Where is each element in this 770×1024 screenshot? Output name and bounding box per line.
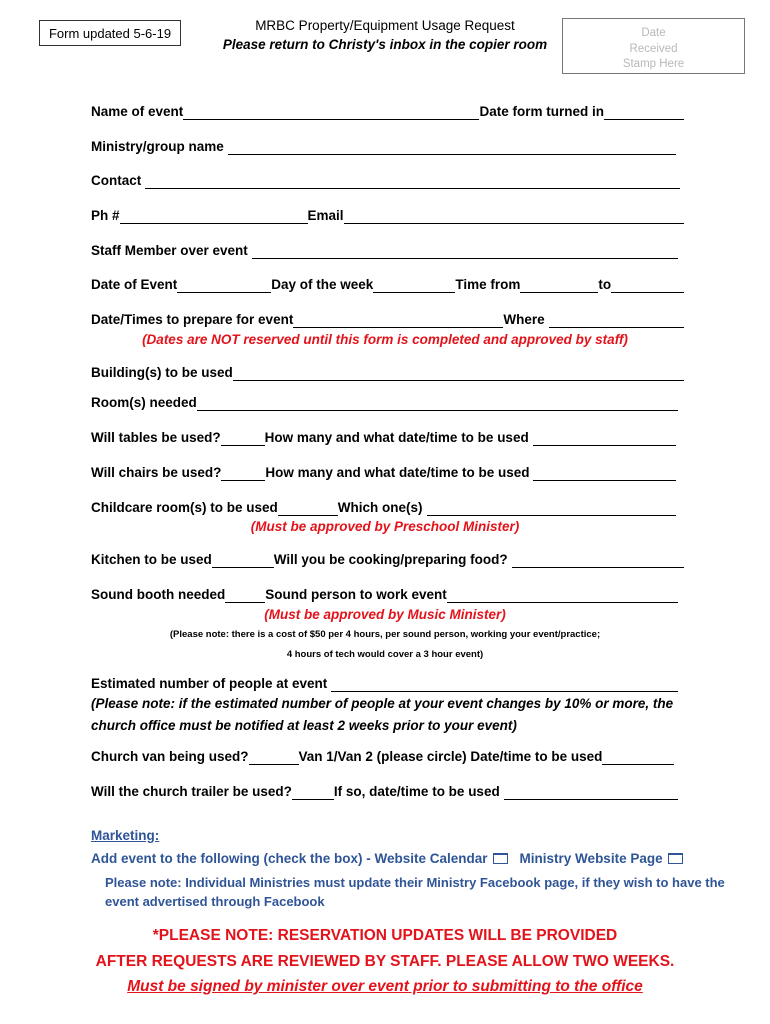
time-to-field[interactable] [611, 278, 684, 293]
cooking-label: Will you be cooking/preparing food? [273, 552, 508, 567]
time-from-label: Time from [455, 277, 521, 292]
buildings-field[interactable] [233, 366, 684, 381]
row-kitchen [91, 550, 684, 568]
form-subtitle: Please return to Christy's inbox in the copier room [222, 37, 548, 52]
ministry-website-page-checkbox[interactable] [668, 853, 683, 864]
row-rooms [91, 393, 684, 411]
sound-cost-note-2: 4 hours of tech would cover a 3 hour event) [286, 649, 484, 660]
which-field[interactable] [427, 501, 676, 516]
cooking-field[interactable] [512, 553, 684, 568]
tables-label: Will tables be used? [91, 430, 221, 445]
website-calendar-label: Add event to the following (check the box) - Website Calendar [91, 851, 488, 866]
sound-person-field[interactable] [447, 588, 678, 603]
staff-field[interactable] [252, 244, 678, 259]
row-chairs [91, 463, 684, 481]
row-estimated [91, 674, 684, 692]
tables-how-label: How many and what date/time to be used [264, 430, 529, 445]
estimated-note-1: (Please note: if the estimated number of people at your event changes by 10% or more, the [91, 696, 674, 711]
sound-cost-note-1: (Please note: there is a cost of $50 per 4 hours, per sound person, working your event/practice; [169, 629, 601, 640]
reservation-notice-line-2: AFTER REQUESTS ARE REVIEWED BY STAFF. PLEASE ALLOW TWO WEEKS. [95, 953, 675, 970]
phone-label: Ph # [91, 208, 120, 223]
form-title: MRBC Property/Equipment Usage Request [255, 18, 515, 33]
website-calendar-checkbox[interactable] [493, 853, 508, 864]
contact-field[interactable] [145, 174, 680, 189]
ministry-label: Ministry/group name [91, 139, 224, 154]
event-name-field[interactable] [183, 105, 479, 120]
preschool-approval-note: (Must be approved by Preschool Minister) [250, 519, 520, 534]
time-to-label: to [598, 277, 612, 292]
row-phone-email [91, 206, 684, 224]
trailer-field[interactable] [292, 785, 334, 800]
row-tables [91, 428, 684, 446]
row-prepare [91, 310, 684, 328]
tables-how-field[interactable] [533, 431, 676, 446]
time-from-field[interactable] [520, 278, 598, 293]
ministry-field[interactable] [228, 140, 676, 155]
chairs-how-label: How many and what date/time to be used [265, 465, 530, 480]
row-trailer [91, 782, 684, 800]
childcare-field[interactable] [278, 501, 338, 516]
stamp-line-1: Date [641, 27, 666, 39]
sound-person-label: Sound person to work event [265, 587, 447, 602]
row-ministry [91, 137, 684, 155]
prepare-label: Date/Times to prepare for event [91, 312, 294, 327]
email-label: Email [307, 208, 344, 223]
date-turned-in-label: Date form turned in [479, 104, 604, 119]
childcare-label: Childcare room(s) to be used [91, 500, 278, 515]
estimated-note-2: church office must be notified at least 2 weeks prior to your event) [91, 718, 517, 733]
date-received-stamp-box [562, 18, 745, 74]
date-of-event-label: Date of Event [91, 277, 178, 292]
trailer-when-field[interactable] [504, 785, 678, 800]
stamp-line-2: Received [629, 42, 678, 55]
stamp-line-3: Stamp Here [622, 58, 685, 70]
facebook-note: Please note: Individual Ministries must update their Ministry Facebook page, if they wish to have the event advertised through Facebook [105, 875, 725, 909]
reservation-notice-line-1: *PLEASE NOTE: RESERVATION UPDATES WILL BE PROVIDED [152, 927, 618, 944]
row-buildings [91, 363, 684, 381]
where-field[interactable] [549, 313, 684, 328]
van-field[interactable] [249, 750, 299, 765]
van-datetime-field[interactable] [602, 750, 674, 765]
form-updated-label: Form updated 5-6-19 [39, 20, 181, 46]
estimated-label: Estimated number of people at event [91, 676, 328, 691]
chairs-field[interactable] [221, 466, 265, 481]
buildings-label: Building(s) to be used [91, 365, 233, 380]
row-van [91, 747, 684, 765]
prepare-field[interactable] [293, 313, 503, 328]
rooms-label: Room(s) needed [91, 395, 197, 410]
where-label: Where [503, 312, 545, 327]
van-label: Church van being used? [91, 749, 249, 764]
staff-label: Staff Member over event [91, 243, 248, 258]
day-of-week-label: Day of the week [271, 277, 374, 292]
signature-requirement-note: Must be signed by minister over event prior to submitting to the office [127, 978, 643, 995]
estimated-field[interactable] [331, 677, 678, 692]
chairs-how-field[interactable] [533, 466, 676, 481]
music-approval-note: (Must be approved by Music Minister) [264, 607, 506, 622]
email-field[interactable] [344, 209, 684, 224]
tables-field[interactable] [221, 431, 265, 446]
ministry-website-page-label: Ministry Website Page [519, 851, 663, 866]
trailer-label: Will the church trailer be used? [91, 784, 292, 799]
chairs-label: Will chairs be used? [91, 465, 222, 480]
row-event-name [91, 102, 684, 120]
rooms-field[interactable] [197, 396, 678, 411]
row-contact [91, 171, 684, 189]
sound-booth-label: Sound booth needed [91, 587, 226, 602]
kitchen-field[interactable] [212, 553, 274, 568]
phone-field[interactable] [120, 209, 308, 224]
row-date-time [91, 275, 684, 293]
marketing-options [91, 851, 683, 866]
event-name-label: Name of event [91, 104, 184, 119]
sound-booth-field[interactable] [225, 588, 265, 603]
row-sound [91, 585, 684, 603]
date-of-event-field[interactable] [177, 278, 271, 293]
trailer-when-label: If so, date/time to be used [333, 784, 500, 799]
row-staff [91, 241, 684, 259]
van-choice-label: Van 1/Van 2 (please circle) Date/time to be used [298, 749, 603, 764]
contact-label: Contact [91, 173, 142, 188]
row-childcare [91, 498, 684, 516]
which-label: Which one(s) [337, 500, 423, 515]
date-turned-in-field[interactable] [604, 105, 684, 120]
kitchen-label: Kitchen to be used [91, 552, 212, 567]
dates-not-reserved-note: (Dates are NOT reserved until this form is completed and approved by staff) [142, 332, 628, 347]
day-of-week-field[interactable] [373, 278, 455, 293]
marketing-heading: Marketing: [91, 828, 160, 843]
